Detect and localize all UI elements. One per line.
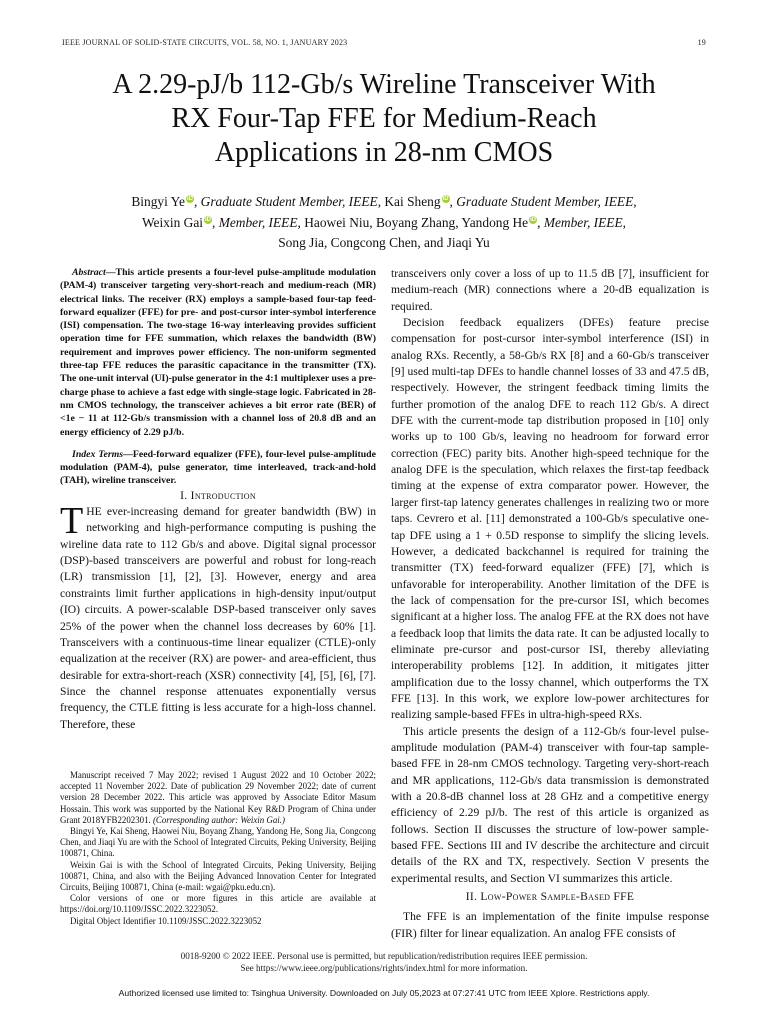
footnotes (60, 770, 376, 927)
orcid-icon[interactable]: iD (530, 216, 537, 223)
page-number: 19 (697, 38, 706, 47)
section-title: Introduction (190, 488, 256, 502)
section-heading-ffe (391, 889, 709, 905)
author-list (40, 192, 728, 254)
section-numeral: I. (180, 488, 191, 502)
index-terms-label: Index Terms (72, 448, 124, 460)
author-membership: , Graduate Student Member, IEEE (449, 194, 634, 209)
paragraph-text: HE ever-increasing demand for greater bandwidth (BW) in networking and high-performance computing is pushing the wireline data rate to 112 Gb/s and above. Digital signal processor (DSP)-based transceivers are powerful and robust for long-reach (LR) transmission [1], [2], [3]. However, energy and area constraints limit further applications in high-density input/output (IO) circuits. A power-scalable DSP-based transceiver only saves 25% of the power when the channel loss decreases by 60% [1]. Transceivers with a continuous-time linear equalizer (CTLE)-only equalization at the receiver (RX) are power- and area-efficient, thus desirable for extra-short-reach (XSR) connectivity [4], [5], [6], [7]. Since the channel response attenuates exponentially versus frequency, the CTLE fitting is less accurate for a high-loss channel. Therefore, these (60, 505, 376, 731)
copyright-notice (0, 950, 768, 974)
abstract (60, 266, 376, 439)
journal-name: IEEE JOURNAL OF SOLID-STATE CIRCUITS, VOL. 58, NO. 1, JANUARY 2023 (62, 38, 348, 47)
introduction-body (60, 500, 376, 733)
footnote-text: Manuscript received 7 May 2022; revised 1 August 2022 and 10 October 2022; accepted 11 November 2022. Date of publication 29 November 2022; date of current version 28 December 2022. This article was approved by Associate Editor Masum Hossain. This work was supported by the National Key R&D Program of China under Grant 2018YFB2202301. (60, 770, 376, 825)
section-heading-introduction (60, 488, 376, 504)
title-line-2: RX Four-Tap FFE for Medium-Reach (171, 103, 597, 134)
paragraph-continued: transceivers only cover a loss of up to 11.5 dB [7], insufficient for medium-reach (MR) connections where a 20-dB equalization is required. (391, 267, 709, 313)
abstract-label: Abstract (72, 267, 106, 278)
section-numeral: II. (465, 890, 481, 904)
paragraph-ffe: The FFE is an implementation of the finite impulse response (FIR) filter for linear equalization. An analog FFE consists of (391, 910, 709, 940)
paragraph-dfe: Decision feedback equalizers (DFEs) feature precise compensation for post-cursor inter-symbol interference (ISI) in analog RXs. Recently, a 58-Gb/s RX [8] and a 60-Gb/s transceiver [9] used multi-tap DFEs to handle channel losses of 33 and 47.5 dB, respectively. However, the stringent feedback timing limits the further promotion of the analog DFE to reach 112 Gb/s. A direct DFE with the current-mode tap distribution proposed in [10] only works up to 100 Gb/s, leaving no headroom for forward error correction (FEC) parity bits. Another high-speed technique for the analog DFE is the speculation, which relaxes the first-tap feedback timing at the expense of extra comparator power. However, the larger first-tap latency generates challenges in realizing two or more taps. Cevrero et al. [11] demonstrated a 100-Gb/s speculative one-tap DFE using a 1 + 0.5D response to simplify the slicing levels. However, a dedicated backchannel is required for training the transmitter (TX) feed-forward equalizer (FFE) [7], which is unfavorable for interoperability. Another limitation of the DFE is the lack of compensation for the pre-cursor ISI, which becomes significant at a higher loss. The analog FFE at the RX does not have a feedback loop that limits the data rate. It can be adjusted locally to eliminate pre-cursor and post-cursor ISI, thereby alleviating interoperability problems [12]. In addition, it mitigates jitter amplification due to the lossy channel, which outperforms the TX FFE [13]. In this work, we explore low-power architectures for realizing sample-based FFEs in ultra-high-speed RXs. (391, 316, 709, 722)
orcid-icon[interactable]: iD (186, 196, 193, 202)
author-membership: , Member, IEEE (212, 214, 298, 230)
author-line-2 (40, 213, 728, 234)
footnote-affiliation-gai: Weixin Gai is with the School of Integrated Circuits, Peking University, Beijing 100871, China, and also with the Beijing Advanced Innovation Center for Integrated Circuits, Beijing 100871, China (e-mail: wgai@pku.edu.cn). (60, 859, 376, 893)
author-membership: , Graduate Student Member, IEEE (193, 194, 378, 209)
abstract-text: This article presents a four-level pulse-amplitude modulation (PAM-4) transceiver targeting very-short-reach and medium-reach (MR) electrical links. The receiver (RX) employs a sample-based four-tap feed-forward equalizer (FFE) for pre- and post-cursor inter-symbol interference (ISI) compensation. The two-stage 16-way interleaving provides sufficient operation time for FFE summation, which relaxes the bandwidth (BW) requirement and improves power efficiency. The non-uniform segmented three-tap FFE reduces the parasitic capacitance in the transmitter (TX). The one-unit interval (UI)-pulse generator in the 4:1 multiplexer uses a pre-charge phase to achieve a fast edge with single-stage logic. Fabricated in 28-nm CMOS technology, the transceiver achieves a bit error rate (BER) of <1e − 11 at 112-Gb/s transmission with a channel loss of 20.8 dB and an energy efficiency of 2.29 pJ/b. (60, 267, 376, 438)
copyright-line: 0018-9200 © 2022 IEEE. Personal use is permitted, but republication/redistribution requires IEEE permission. (180, 951, 588, 961)
right-column (391, 266, 709, 942)
title-line-3: Applications in 28-nm CMOS (214, 137, 554, 168)
paper-title (40, 68, 728, 170)
footnote-color-versions[interactable]: Color versions of one or more figures in this article are available at https://doi.org/10.1109/JSSC.2022.3223052. (60, 893, 376, 915)
author-line-3: Song Jia, Congcong Chen, and Jiaqi Yu (278, 235, 490, 250)
footnote-doi[interactable]: Digital Object Identifier 10.1109/JSSC.2022.3223052 (70, 915, 262, 926)
index-terms-text: Feed-forward equalizer (FFE), four-level pulse-amplitude modulation (PAM-4), pulse generator, time interleaved, track-and-hold (TAH), wireline transceiver. (60, 448, 376, 487)
orcid-icon[interactable]: iD (442, 196, 449, 202)
authorized-use-notice: Authorized licensed use limited to: Tsinghua University. Downloaded on July 05,2023 at 07:27:41 UTC from IEEE Xplore. Restrictions apply. (118, 988, 650, 998)
author-name: Weixin Gai (141, 214, 203, 230)
author-line-1 (40, 192, 728, 213)
section-title: Low-Power Sample-Based FFE (480, 890, 635, 904)
running-head (62, 38, 706, 47)
punctuation: , (633, 194, 637, 209)
author-names: , Haowei Niu, Boyang Zhang, Yandong He (297, 214, 529, 230)
title-line-1: A 2.29-pJ/b 112-Gb/s Wireline Transceiver With (112, 69, 656, 100)
corresponding-author: (Corresponding author: Weixin Gai.) (152, 814, 285, 825)
orcid-icon[interactable]: iD (205, 216, 211, 223)
drop-cap: T (60, 500, 84, 543)
punctuation: , (622, 214, 627, 230)
footnote-affiliation: Bingyi Ye, Kai Sheng, Haowei Niu, Boyang Zhang, Yandong He, Song Jia, Congcong Chen, and Jiaqi Yu are with the School of Integrated Circuits, Peking University, Beijing 100871, China. (60, 826, 376, 859)
dash: — (105, 267, 116, 278)
index-terms (60, 448, 376, 488)
author-name: Bingyi Ye (131, 194, 185, 209)
dash: — (123, 448, 133, 460)
footnote-manuscript (60, 770, 376, 826)
intro-paragraph (60, 500, 376, 733)
author-membership: , Member, IEEE (537, 214, 623, 230)
left-column (60, 266, 376, 733)
rights-link[interactable]: See https://www.ieee.org/publications/rights/index.html for more information. (240, 963, 528, 973)
author-name: , Kai Sheng (377, 194, 441, 209)
paragraph-this-article: This article presents the design of a 112-Gb/s four-level pulse-amplitude modulation (PAM-4) transceiver with four-tap sample-based FFE in 28-nm CMOS technology. Targeting very-short-reach and MR applications, 112-Gb/s data transmission is demonstrated with a 20.8-dB channel loss at 28 GHz and a competitive energy efficiency of 2.29 pJ/b. The rest of this article is organized as follows. Section II discusses the structure of low-power sample-based FFE. Sections III and IV describe the architecture and circuit details of the RX and TX, respectively. Section V presents the experimental results, and Section VI summarizes this article. (391, 724, 709, 885)
